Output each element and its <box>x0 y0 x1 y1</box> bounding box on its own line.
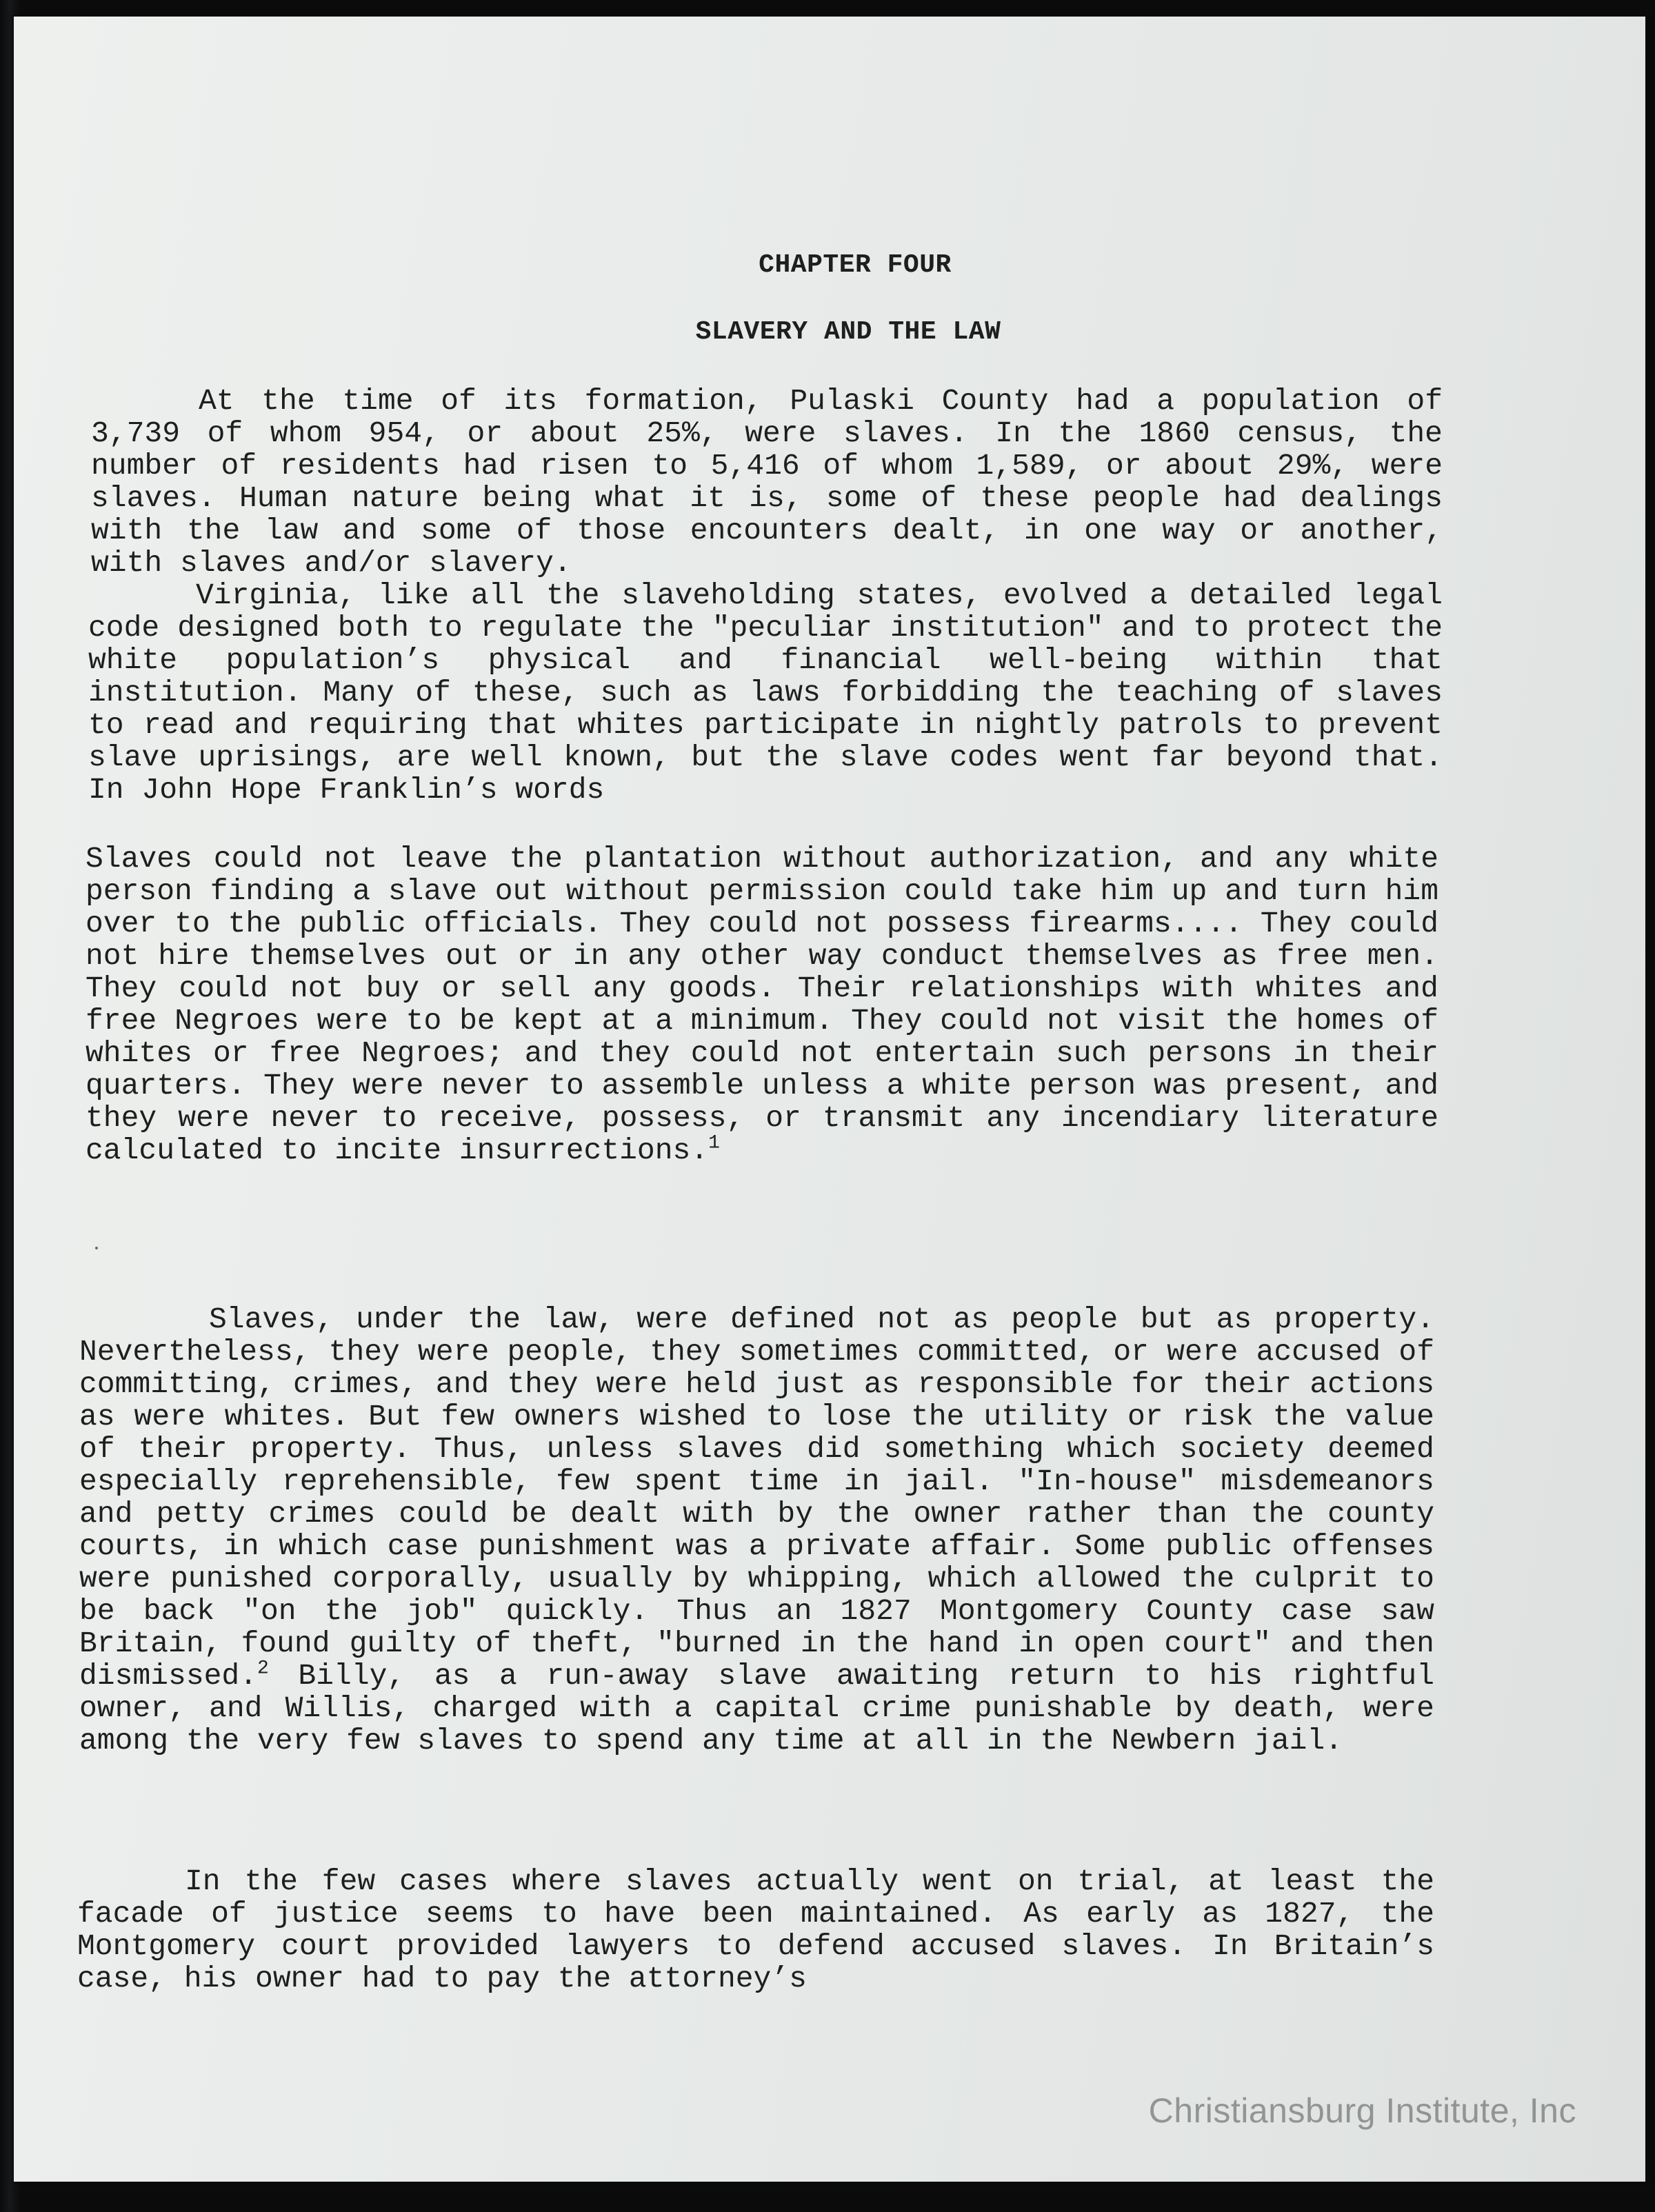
watermark: Christiansburg Institute, Inc <box>1148 2091 1576 2130</box>
paragraph-legal-code: Virginia, like all the slaveholding states, evolved a detailed legal code designed both to regulate the "peculiar institution" and to protect the white population’s physical and financial well-being within that institution. Many of these, such as laws forbidding the teaching of slaves to read and requiring that whites participate in nightly patrols to prevent slave uprisings, are well known, but the slave codes went far beyond that. In John Hope Franklin’s words <box>88 579 1443 807</box>
paragraph-slaves-property <box>79 1303 1434 1757</box>
footnote-marker-1: 1 <box>708 1132 720 1154</box>
block-quote-text: Slaves could not leave the plantation without authorization, and any white person finding a slave out without permission could take him up and turn him over to the public officials. They could not possess firearms.... They could not hire themselves out or in any other way conduct themselves as free men. They could not buy or sell any goods. Their relationships with whites and free Negroes were to be kept at a minimum. They could not visit the homes of whites or free Negroes; and they could not entertain such persons in their quarters. They were never to assemble unless a white person was present, and they were never to receive, possess, or transmit any incendiary literature calculated to incite insurrections. <box>86 842 1438 1167</box>
paragraph-population: At the time of its formation, Pulaski County had a population of 3,739 of whom 954, or about 25%, were slaves. In the 1860 census, the number of residents had risen to 5,416 of whom 1,589, or about 29%, were slaves. Human nature being what it is, some of these people had dealings with the law and some of those encounters dealt, in one way or another, with slaves and/or slavery. <box>91 384 1443 580</box>
paragraph-trials: In the few cases where slaves actually went on trial, at least the facade of justice seems to have been maintained. As early as 1827, the Montgomery court provided lawyers to defend accused slaves. In Britain’s case, his owner had to pay the attorney’s <box>77 1864 1434 1995</box>
paper-speck <box>95 1247 98 1249</box>
block-quote-franklin <box>86 843 1438 1167</box>
section-heading: SLAVERY AND THE LAW <box>695 317 1001 347</box>
chapter-heading: CHAPTER FOUR <box>759 250 952 280</box>
footnote-marker-2: 2 <box>257 1658 269 1680</box>
paragraph-slaves-property-text-b: Billy, as a run-away slave awaiting return to his rightful owner, and Willis, charged with a capital crime punishable by death, were among the very few slaves to spend any time at all in the Newbern jail. <box>79 1659 1434 1758</box>
paragraph-slaves-property-text-a: Slaves, under the law, were defined not as people but as property. Nevertheless, they were people, they sometimes committed, or were accused of committing, crimes, and they were held just as responsible for their actions as were whites. But few owners wished to lose the utility or risk the value of their property. Thus, unless slaves did something which society deemed especially reprehensible, few spent time in jail. "In-house" misdemeanors and petty crimes could be dealt with by the owner rather than the county courts, in which case punishment was a private affair. Some public offenses were punished corporally, usually by whipping, which allowed the culprit to be back "on the job" quickly. Thus an 1827 Montgomery County case saw Britain, found guilty of theft, "burned in the hand in open court" and then dismissed. <box>79 1303 1434 1693</box>
